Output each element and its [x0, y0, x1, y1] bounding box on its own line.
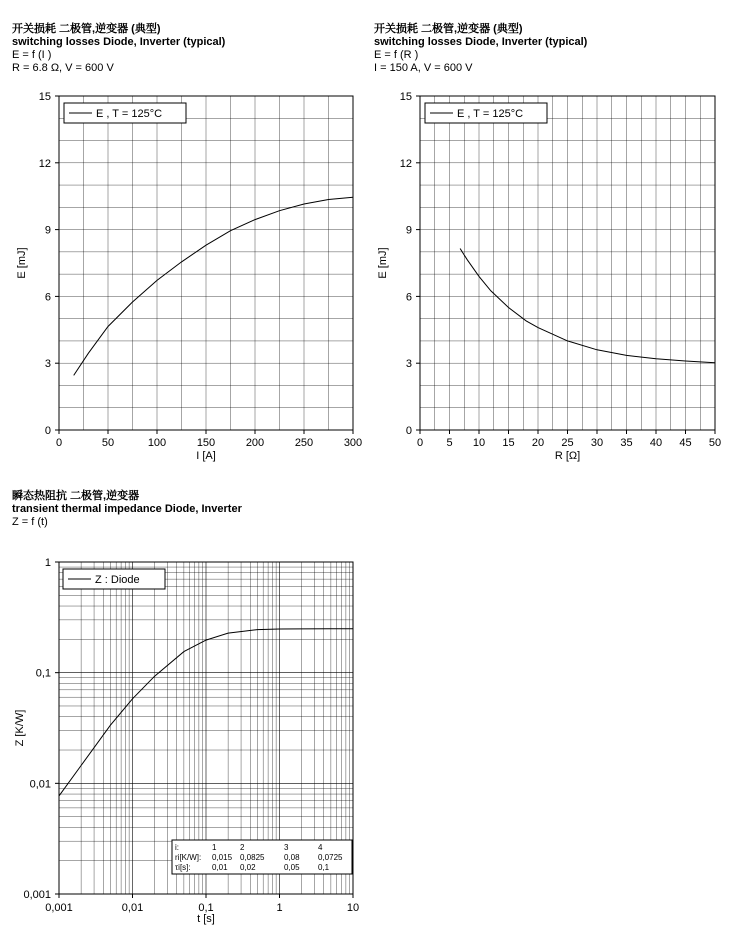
chart1-legend-label: E , T = 125°C: [96, 108, 163, 120]
chart3-title-cn: 瞬态热阻抗 二极管,逆变器: [12, 490, 140, 502]
chart1-ytick-label: 0: [44, 425, 51, 437]
chart3-rc-table-cell: 0,08: [284, 853, 300, 862]
chart3-title-en: transient thermal impedance Diode, Inverter: [12, 503, 242, 515]
chart1: [16, 91, 362, 462]
chart1-xtick-label: 100: [147, 437, 167, 449]
chart2-ytick-label: 0: [405, 425, 412, 437]
chart2-xtick-label: 50: [708, 437, 722, 449]
chart1-ytick-label: 9: [44, 224, 51, 237]
chart3-rc-table-cell: 0,0725: [318, 853, 343, 862]
chart2-series-line: [460, 249, 715, 363]
chart1-ylabel: E [mJ]: [16, 247, 28, 279]
chart1-xlabel: I [A]: [196, 450, 216, 462]
chart2-xtick-label: 0: [416, 437, 424, 449]
chart2-xtick-label: 10: [472, 437, 486, 449]
chart3-rc-table-cell: 0,015: [212, 853, 233, 862]
chart2-xlabel: R [Ω]: [554, 450, 581, 462]
chart3-rc-table: [172, 840, 352, 874]
chart2-ylabel: E [mJ]: [377, 247, 389, 279]
chart3-rc-table-header-cell: 2: [240, 843, 245, 852]
chart2-ytick-label: 9: [405, 224, 412, 237]
chart2-xtick-label: 25: [561, 437, 574, 449]
chart3-ylabel: Z [K/W]: [14, 709, 26, 747]
chart3-xtick-label: 0,01: [121, 902, 144, 914]
chart1-series-line: [74, 197, 353, 375]
chart2-xtick-label: 5: [446, 437, 453, 449]
chart2-xtick-label: 30: [590, 437, 604, 449]
chart2-title-en: switching losses Diode, Inverter (typical): [374, 36, 588, 48]
chart3-rc-table-header-cell: 3: [284, 843, 289, 852]
chart3-rc-table-cell: 0,02: [240, 863, 256, 872]
chart3-rc-table-header-cell: 4: [318, 843, 323, 852]
chart2-legend-label: E , T = 125°C: [457, 108, 524, 120]
chart2-conditions: I = 150 A, V = 600 V: [374, 62, 473, 74]
chart1-ytick-label: 3: [44, 358, 51, 371]
chart3: [14, 557, 359, 925]
chart3-ytick-label: 1: [44, 557, 51, 569]
chart1-xtick-label: 250: [294, 437, 314, 449]
chart3-rc-table-header-cell: 1: [212, 843, 217, 852]
chart2-xtick-label: 35: [620, 437, 633, 449]
chart1-conditions: R = 6.8 Ω, V = 600 V: [12, 62, 114, 74]
chart3-xtick-label: 0,1: [198, 902, 214, 914]
chart3-rc-table-cell: 0,05: [284, 863, 300, 872]
chart3-legend-label: Z : Diode: [95, 574, 140, 586]
chart3-ytick-label: 0,1: [35, 667, 51, 680]
chart3-xlabel: t [s]: [197, 913, 215, 925]
chart2-xtick-label: 40: [649, 437, 663, 449]
chart2-title-cn: 开关损耗 二极管,逆变器 (典型): [374, 23, 523, 35]
chart2-ytick-label: 12: [399, 157, 412, 170]
chart1-function: E = f (I ): [12, 49, 52, 61]
chart1-ytick-label: 6: [44, 291, 51, 304]
chart1-xtick-label: 300: [343, 437, 363, 449]
chart3-rc-table-header-cell: i:: [175, 843, 179, 852]
chart3-rc-table-cell: 0,01: [212, 863, 228, 872]
chart3-ytick-label: 0,001: [23, 889, 51, 901]
chart3-xtick-label: 1: [276, 902, 283, 914]
chart3-rc-table-cell: 0,1: [318, 863, 330, 872]
chart2: [377, 91, 721, 462]
chart2-xtick-label: 45: [679, 437, 692, 449]
chart1-ytick-label: 12: [38, 157, 51, 170]
chart2-ytick-label: 15: [399, 91, 412, 103]
chart2-function: E = f (R ): [374, 49, 419, 61]
chart1-xtick-label: 150: [196, 437, 216, 449]
chart2-xtick-label: 15: [502, 437, 515, 449]
chart2-ytick-label: 3: [405, 358, 412, 371]
chart3-function: Z = f (t): [12, 516, 48, 528]
chart1-xtick-label: 0: [55, 437, 63, 449]
chart3-xtick-label: 0,001: [45, 902, 73, 914]
chart1-title-cn: 开关损耗 二极管,逆变器 (典型): [12, 23, 161, 35]
chart2-ytick-label: 6: [405, 291, 412, 304]
chart1-xtick-label: 200: [245, 437, 265, 449]
chart3-rc-table-cell: 0,0825: [240, 853, 265, 862]
chart3-rc-table-cell: τi[s]:: [175, 863, 191, 872]
chart2-xtick-label: 20: [531, 437, 545, 449]
chart1-ytick-label: 15: [38, 91, 51, 103]
chart3-ytick-label: 0,01: [29, 778, 51, 791]
chart3-xtick-label: 10: [346, 902, 360, 914]
chart1-title-en: switching losses Diode, Inverter (typical): [12, 36, 226, 48]
chart1-xtick-label: 50: [101, 437, 115, 449]
chart3-rc-table-cell: ri[K/W]:: [175, 853, 202, 862]
